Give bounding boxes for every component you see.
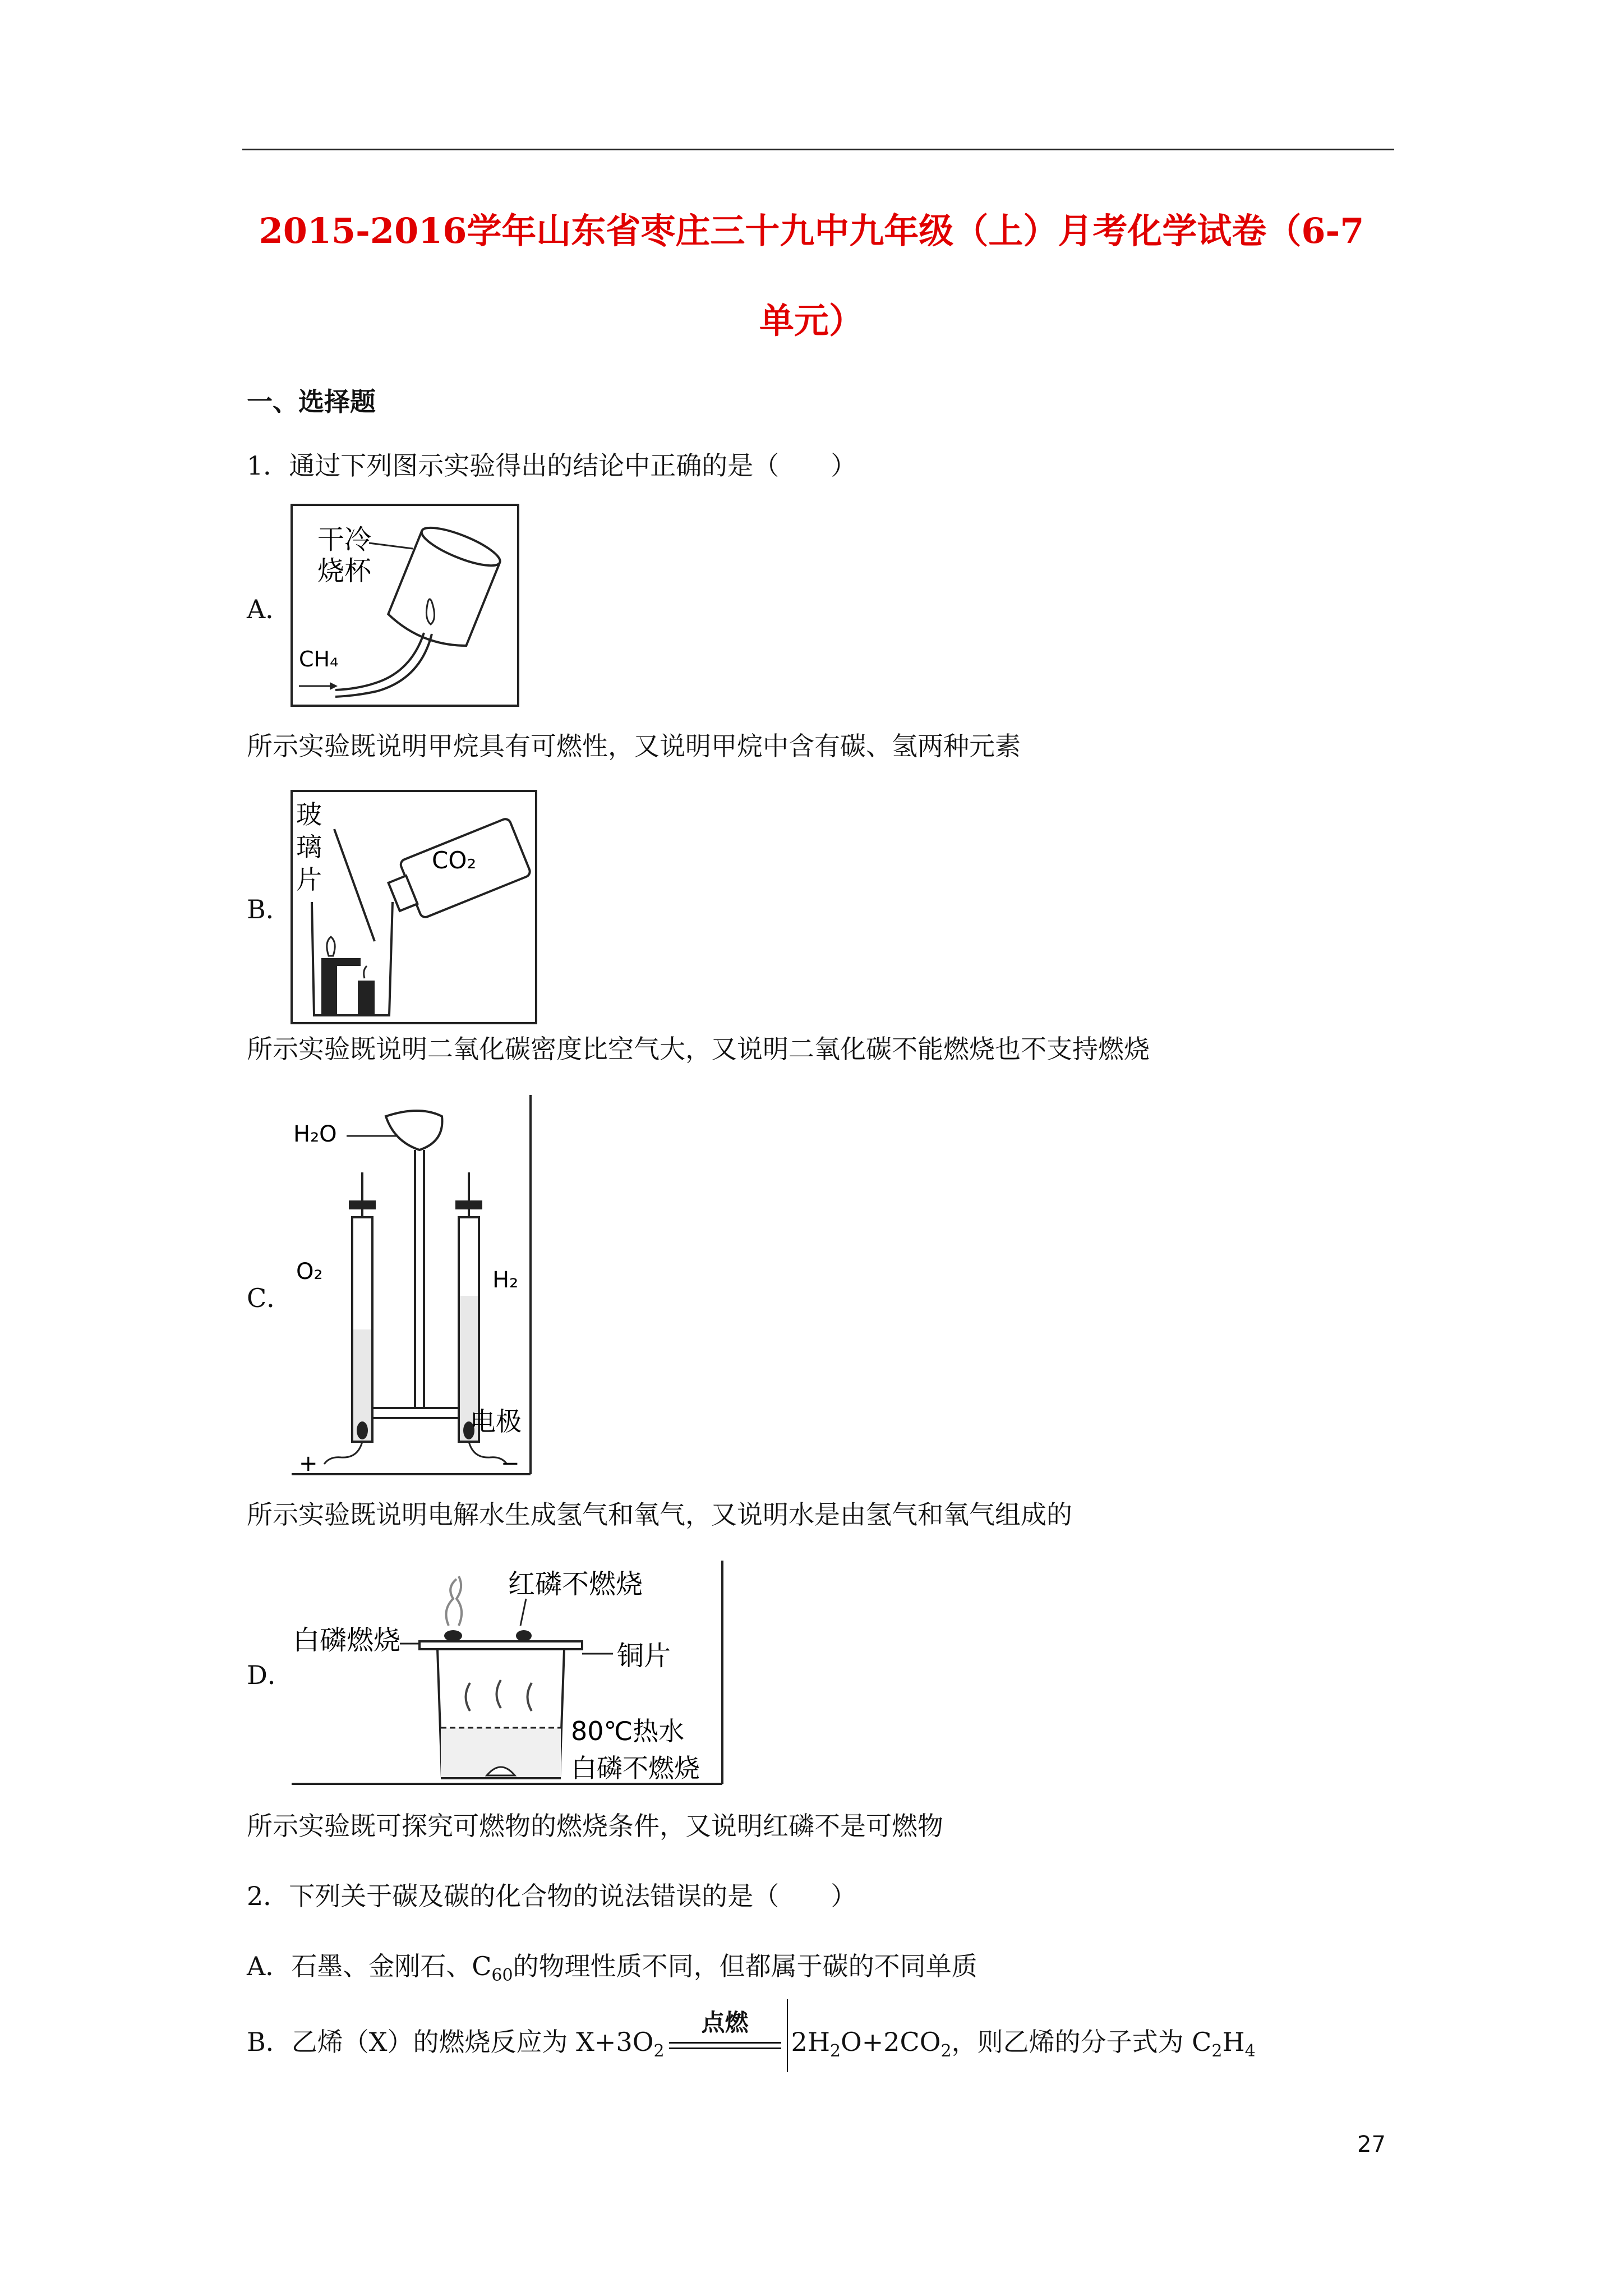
fig-d-label-5: 白磷不燃烧 — [571, 1753, 700, 1783]
fig-b-label-2: 璃 — [296, 832, 322, 862]
q2-option-b-post2: O+2CO — [841, 2027, 941, 2057]
q2-option-a-sub: 60 — [491, 1966, 513, 1986]
option-c-label: C． — [247, 1283, 293, 1313]
option-a-text: 所示实验既说明甲烷具有可燃性，又说明甲烷中含有碳、氢两种元素 — [247, 731, 1021, 761]
question-2-stem: 2．下列关于碳及碳的化合物的说法错误的是（ ） — [247, 1881, 857, 1911]
option-c-text: 所示实验既说明电解水生成氢气和氧气，又说明水是由氢气和氧气组成的 — [247, 1499, 1072, 1530]
fig-a-label-3: CH₄ — [299, 647, 339, 671]
figure-b-co2-candles — [291, 790, 537, 1024]
fig-a-label-2: 烧杯 — [317, 555, 372, 587]
q2-option-a — [247, 1949, 978, 1993]
question-1-stem: 1．通过下列图示实验得出的结论中正确的是（ ） — [247, 450, 857, 481]
option-d-text: 所示实验既可探究可燃物的燃烧条件，又说明红磷不是可燃物 — [247, 1811, 943, 1841]
figure-d-phosphorus-combustion — [291, 1559, 723, 1785]
fig-d-label-2: 白磷燃烧 — [293, 1625, 401, 1656]
fig-d-label-1: 红磷不燃烧 — [508, 1568, 643, 1600]
exam-title-line2: 单元） — [759, 300, 864, 341]
reaction-condition-arrow — [669, 2009, 781, 2061]
option-d-label: D． — [247, 1660, 293, 1690]
q2-option-a-post: 的物理性质不同，但都属于碳的不同单质 — [513, 1951, 978, 1981]
q2-option-b-sub2: 2 — [829, 2041, 841, 2062]
fig-c-label-5: + — [299, 1451, 318, 1475]
q2-option-b-post4: H — [1222, 2027, 1245, 2057]
fig-d-label-3: 铜片 — [617, 1640, 671, 1672]
section-heading: 一、选择题 — [247, 386, 376, 417]
fig-c-label-4: 电极 — [470, 1406, 522, 1437]
fig-c-label-6: − — [501, 1451, 520, 1475]
q2-option-b-post1: 2H — [791, 2027, 830, 2057]
q2-option-b-sub5: 4 — [1244, 2041, 1256, 2062]
option-b-label: B． — [247, 894, 292, 924]
fig-a-label-1: 干冷 — [317, 524, 372, 555]
option-a-label: A． — [247, 594, 292, 624]
fig-b-label-4: CO₂ — [432, 846, 477, 874]
q2-option-b-post3: ，则乙烯的分子式为 C — [951, 2027, 1212, 2057]
fig-c-label-1: H₂O — [293, 1121, 337, 1147]
q2-option-b-sub3: 2 — [940, 2041, 952, 2062]
q2-option-b-sub4: 2 — [1211, 2041, 1223, 2062]
fig-b-label-1: 玻 — [296, 799, 322, 830]
exam-title-line1: 2015-2016学年山东省枣庄三十九中九年级（上）月考化学试卷（6-7 — [259, 210, 1364, 251]
figure-a-methane-burning — [291, 504, 519, 707]
fig-c-label-3: H₂ — [492, 1267, 519, 1293]
page-number: 27 — [1357, 2132, 1386, 2157]
q2-option-b-sub1: 2 — [653, 2041, 665, 2062]
q2-option-b-pre: B．乙烯（X）的燃烧反应为 X+3O — [247, 2027, 654, 2057]
figure-c-water-electrolysis — [291, 1094, 532, 1475]
option-b-text: 所示实验既说明二氧化碳密度比空气大，又说明二氧化碳不能燃烧也不支持燃烧 — [247, 1034, 1150, 1064]
fig-d-label-4: 80℃热水 — [571, 1716, 685, 1746]
fig-b-label-3: 片 — [296, 864, 322, 895]
q2-option-a-pre: A．石墨、金刚石、C — [247, 1951, 492, 1981]
fig-c-label-2: O₂ — [296, 1259, 323, 1285]
reaction-condition: 点燃 — [701, 2009, 749, 2036]
header-rule — [242, 149, 1394, 150]
q2-option-b — [247, 2009, 1256, 2068]
